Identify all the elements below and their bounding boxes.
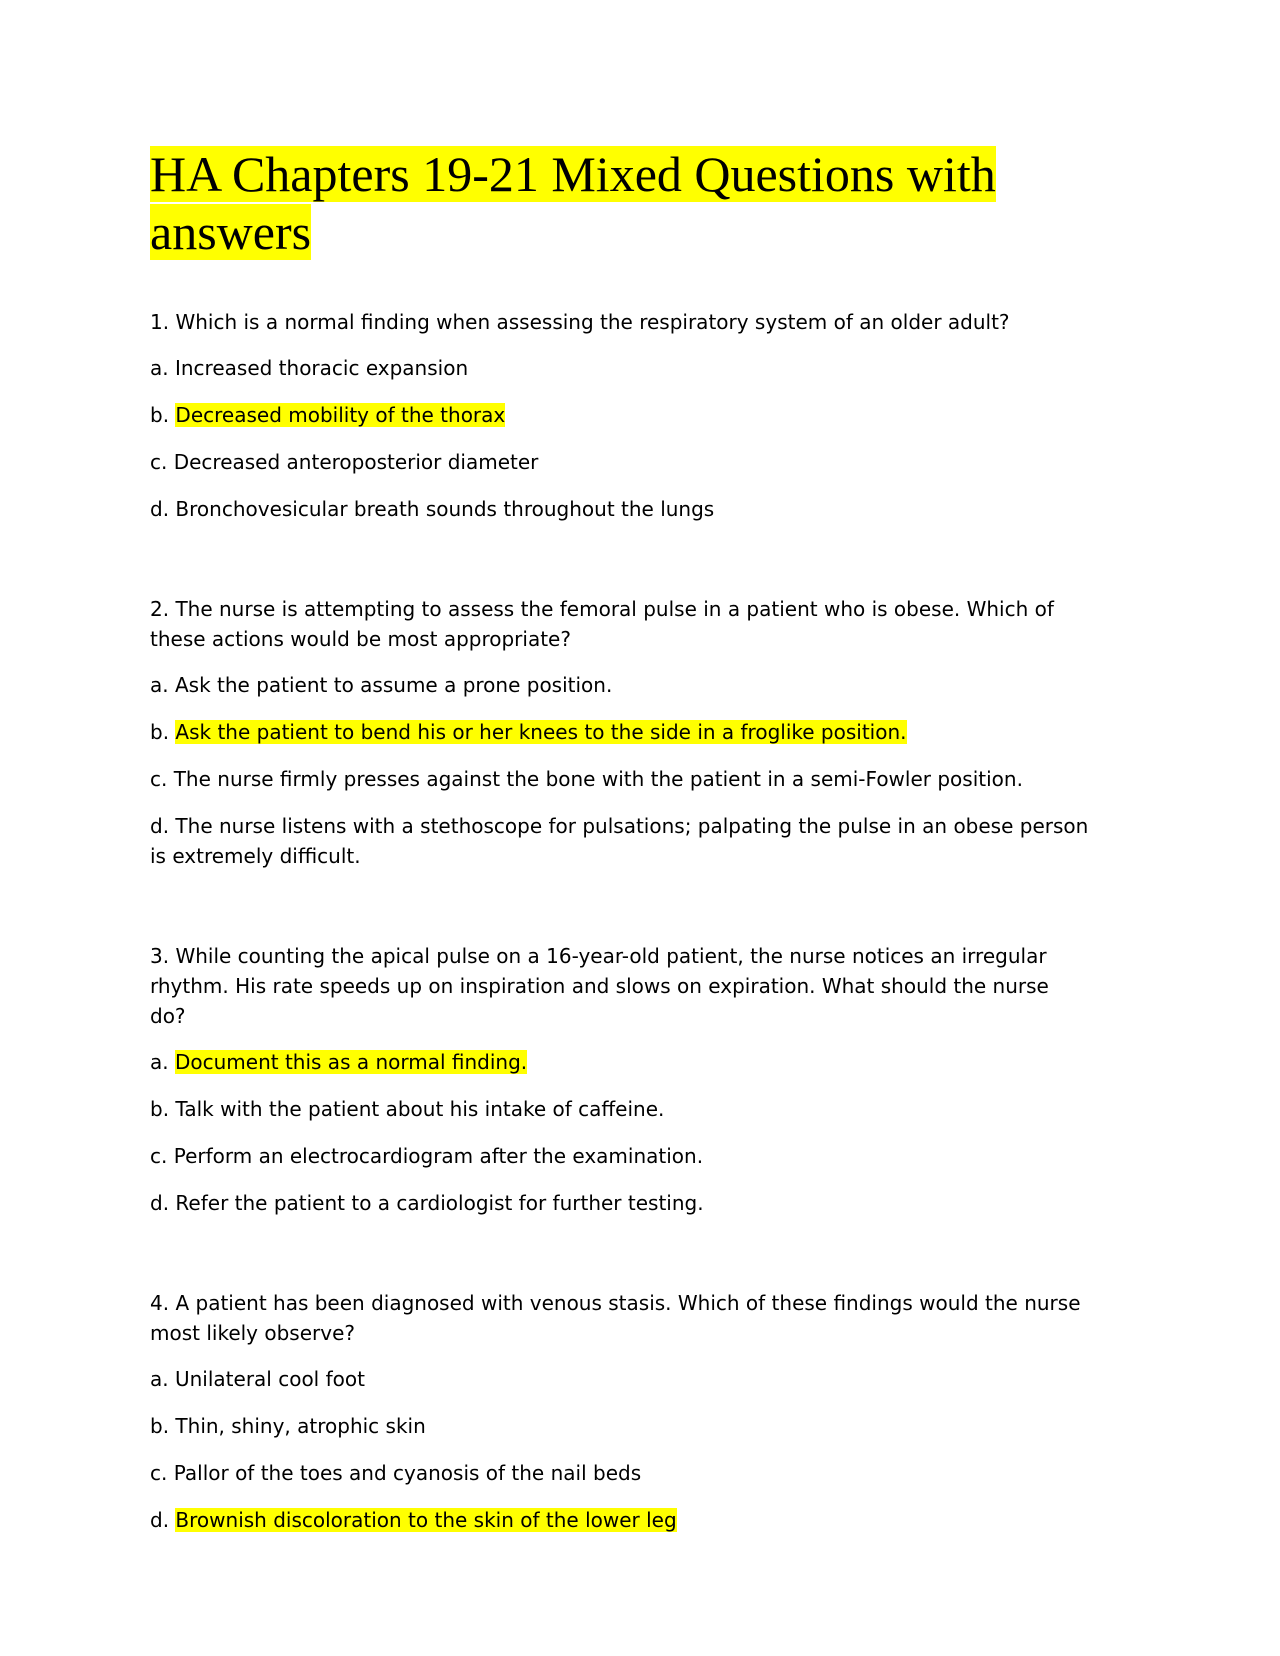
answer-option-b (150, 400, 1090, 430)
option-text: Bronchovesicular breath sounds throughout the lungs (175, 497, 715, 521)
question-list (150, 307, 1090, 1535)
option-letter: a. (150, 356, 169, 380)
option-text: Talk with the patient about his intake of caffeine. (175, 1097, 665, 1121)
answer-option-c (150, 1458, 1090, 1488)
option-letter: a. (150, 673, 169, 697)
answer-option-a (150, 353, 1090, 383)
question-stem: Which is a normal finding when assessing the respiratory system of an older adult? (175, 310, 1010, 334)
option-letter: b. (150, 1414, 170, 1438)
option-letter: b. (150, 403, 170, 427)
option-letter: b. (150, 720, 170, 744)
question-text (150, 941, 1090, 1031)
option-letter: d. (150, 1508, 170, 1532)
answer-option-b (150, 717, 1090, 747)
question-text (150, 1288, 1090, 1348)
document-title: HA Chapters 19-21 Mixed Questions with answers (150, 146, 996, 260)
option-text: Ask the patient to assume a prone position. (174, 673, 613, 697)
correct-answer-highlight: Document this as a normal finding. (174, 1050, 528, 1074)
option-text: The nurse listens with a stethoscope for pulsations; palpating the pulse in an obese person is extremely difficult. (150, 814, 1089, 868)
option-letter: d. (150, 497, 170, 521)
question-number: 1. (150, 310, 170, 334)
question-stem: While counting the apical pulse on a 16-year-old patient, the nurse notices an irregular rhythm. His rate speeds up on inspiration and slows on expiration. What should the nurse do? (150, 944, 1049, 1028)
option-letter: c. (150, 767, 168, 791)
option-letter: d. (150, 814, 170, 838)
answer-option-d (150, 1505, 1090, 1535)
option-letter: a. (150, 1367, 169, 1391)
document-page (150, 145, 1090, 1552)
question-number: 3. (150, 944, 170, 968)
answer-option-d (150, 811, 1090, 871)
answer-option-a (150, 670, 1090, 700)
option-letter: c. (150, 450, 168, 474)
correct-answer-highlight: Decreased mobility of the thorax (175, 403, 506, 427)
answer-option-b (150, 1094, 1090, 1124)
question-4 (150, 1288, 1090, 1535)
option-text: Perform an electrocardiogram after the examination. (173, 1144, 704, 1168)
answer-option-b (150, 1411, 1090, 1441)
answer-option-c (150, 764, 1090, 794)
option-text: Thin, shiny, atrophic skin (175, 1414, 426, 1438)
option-letter: c. (150, 1144, 168, 1168)
question-stem: A patient has been diagnosed with venous stasis. Which of these findings would the nurse most likely observe? (150, 1291, 1081, 1345)
answer-option-d (150, 494, 1090, 524)
question-2 (150, 594, 1090, 871)
question-number: 4. (150, 1291, 170, 1315)
question-number: 2. (150, 597, 170, 621)
answer-option-d (150, 1188, 1090, 1218)
option-letter: a. (150, 1050, 169, 1074)
question-3 (150, 941, 1090, 1218)
option-text: Decreased anteroposterior diameter (173, 450, 539, 474)
correct-answer-highlight: Ask the patient to bend his or her knees to the side in a froglike position. (175, 720, 907, 744)
option-letter: c. (150, 1461, 168, 1485)
answer-option-a (150, 1047, 1090, 1077)
question-text (150, 594, 1090, 654)
correct-answer-highlight: Brownish discoloration to the skin of the lower leg (175, 1508, 677, 1532)
option-text: Unilateral cool foot (174, 1367, 365, 1391)
question-stem: The nurse is attempting to assess the femoral pulse in a patient who is obese. Which of these actions would be most appropriate? (150, 597, 1054, 651)
option-text: Increased thoracic expansion (174, 356, 469, 380)
answer-option-a (150, 1364, 1090, 1394)
option-text: Pallor of the toes and cyanosis of the nail beds (173, 1461, 642, 1485)
option-text: The nurse firmly presses against the bone with the patient in a semi-Fowler position. (173, 767, 1023, 791)
option-letter: b. (150, 1097, 170, 1121)
question-text (150, 307, 1090, 337)
answer-option-c (150, 1141, 1090, 1171)
answer-option-c (150, 447, 1090, 477)
question-1 (150, 307, 1090, 524)
option-text: Refer the patient to a cardiologist for further testing. (175, 1191, 704, 1215)
option-letter: d. (150, 1191, 170, 1215)
